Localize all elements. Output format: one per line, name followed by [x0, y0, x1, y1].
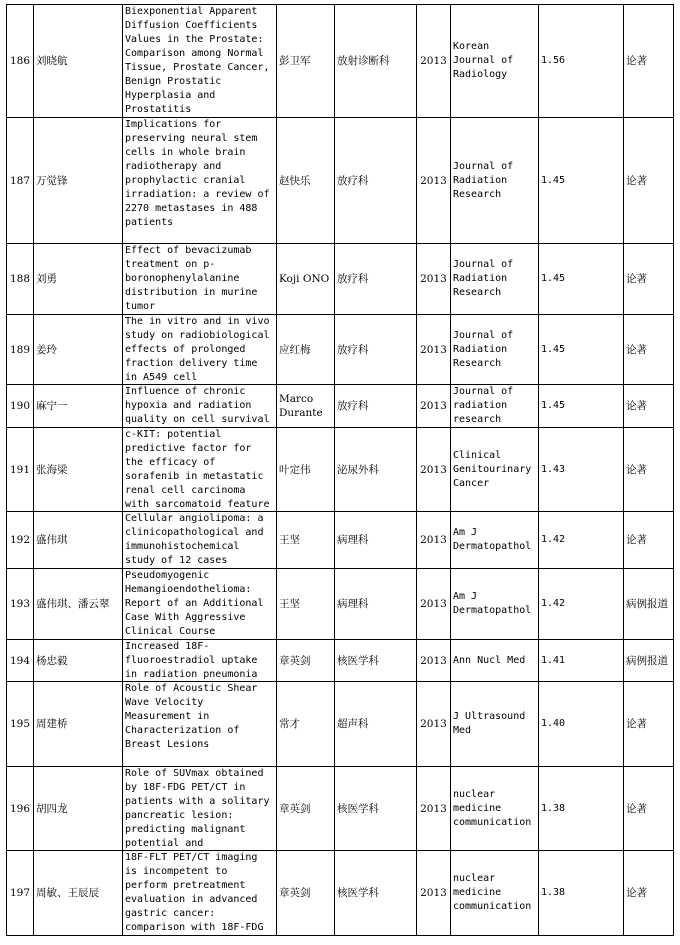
year-cell: 2013 [417, 640, 451, 682]
department: 放疗科 [335, 385, 417, 428]
table-row [7, 244, 674, 315]
author-cell: 麻宁一 [34, 385, 123, 428]
paper-title-text: Biexponential Apparent Diffusion Coefficients Values in the Prostate: Comparison among Normal Tissue, Prostate Cancer, Benign Prostatic Hyperplasia and Prostatitis [125, 6, 270, 115]
department: 放射诊断科 [335, 5, 417, 118]
paper-title [123, 5, 277, 118]
corresponding-author: Marco Durante [277, 385, 335, 428]
paper-title [123, 244, 277, 315]
corresponding-author: 章英剑 [277, 640, 335, 682]
table-row [7, 5, 674, 118]
author-cell: 周建桥 [34, 682, 123, 767]
journal-name: J Ultrasound Med [451, 682, 539, 767]
impact-factor: 1.41 [539, 640, 624, 682]
journal-name: Am J Dermatopathol [451, 569, 539, 640]
impact-factor: 1.45 [539, 118, 624, 244]
table-row [7, 428, 674, 512]
author-cell: 姜玲 [34, 315, 123, 385]
paper-title [123, 767, 277, 851]
row-number: 194 [7, 640, 34, 682]
article-type: 论著 [624, 315, 674, 385]
row-number: 190 [7, 385, 34, 428]
row-number: 191 [7, 428, 34, 512]
year-cell: 2013 [417, 244, 451, 315]
row-number: 196 [7, 767, 34, 851]
journal-name: Korean Journal of Radiology [451, 5, 539, 118]
row-number: 187 [7, 118, 34, 244]
journal-name: Journal of Radiation Research [451, 118, 539, 244]
impact-factor: 1.40 [539, 682, 624, 767]
article-type: 论著 [624, 118, 674, 244]
article-type: 论著 [624, 385, 674, 428]
author-cell: 刘晓航 [34, 5, 123, 118]
corresponding-author: 彭卫军 [277, 5, 335, 118]
journal-name: Ann Nucl Med [451, 640, 539, 682]
journal-name: Journal of Radiation Research [451, 244, 539, 315]
paper-title-text: Pseudomyogenic Hemangioendothelioma: Report of an Additional Case With Aggressive Clinical Course [125, 570, 264, 637]
paper-title [123, 118, 277, 244]
paper-title-text: Implications for preserving neural stem cells in whole brain radiotherapy and prophylactic cranial irradiation: a review of 2270 metastases in 488 patients [125, 119, 270, 228]
paper-title-text: Role of SUVmax obtained by 18F-FDG PET/CT in patients with a solitary pancreatic lesion: predicting malignant potential and [125, 768, 270, 849]
year-cell: 2013 [417, 682, 451, 767]
paper-title [123, 512, 277, 569]
table-row [7, 512, 674, 569]
paper-title-text: The in vitro and in vivo study on radiobiological effects of prolonged fraction delivery time in A549 cell [125, 316, 270, 383]
paper-title [123, 851, 277, 936]
paper-title-text: 18F-FLT PET/CT imaging is incompetent to perform pretreatment evaluation in advanced gastric cancer: comparison with 18F-FDG [125, 852, 264, 933]
paper-title [123, 569, 277, 640]
publication-table [6, 4, 674, 936]
paper-title-text: Cellular angiolipoma: a clinicopathological and immunohistochemical study of 12 cases [125, 513, 264, 566]
table-row [7, 385, 674, 428]
table-row [7, 118, 674, 244]
corresponding-author: 章英剑 [277, 851, 335, 936]
impact-factor: 1.43 [539, 428, 624, 512]
year-cell: 2013 [417, 569, 451, 640]
article-type: 论著 [624, 767, 674, 851]
table-row [7, 851, 674, 936]
impact-factor: 1.56 [539, 5, 624, 118]
article-type: 论著 [624, 5, 674, 118]
year-cell: 2013 [417, 5, 451, 118]
department: 病理科 [335, 569, 417, 640]
department: 核医学科 [335, 851, 417, 936]
article-type: 论著 [624, 682, 674, 767]
year-cell: 2013 [417, 512, 451, 569]
corresponding-author: 应红梅 [277, 315, 335, 385]
paper-title [123, 682, 277, 767]
impact-factor: 1.45 [539, 385, 624, 428]
table-row [7, 682, 674, 767]
paper-title-text: Influence of chronic hypoxia and radiation quality on cell survival [125, 386, 270, 425]
article-type: 论著 [624, 428, 674, 512]
impact-factor: 1.45 [539, 315, 624, 385]
article-type: 论著 [624, 244, 674, 315]
corresponding-author: Koji ONO [277, 244, 335, 315]
corresponding-author: 常才 [277, 682, 335, 767]
department: 病理科 [335, 512, 417, 569]
paper-title [123, 428, 277, 512]
year-cell: 2013 [417, 315, 451, 385]
corresponding-author: 赵快乐 [277, 118, 335, 244]
paper-title [123, 315, 277, 385]
year-cell: 2013 [417, 767, 451, 851]
impact-factor: 1.42 [539, 512, 624, 569]
paper-title [123, 385, 277, 428]
article-type: 论著 [624, 512, 674, 569]
journal-name: nuclear medicine communication [451, 767, 539, 851]
corresponding-author: 王坚 [277, 569, 335, 640]
author-cell: 杨忠毅 [34, 640, 123, 682]
article-type: 病例报道 [624, 569, 674, 640]
impact-factor: 1.45 [539, 244, 624, 315]
paper-title-text: Increased 18F-fluoroestradiol uptake in radiation pneumonia [125, 641, 258, 680]
table-row [7, 569, 674, 640]
author-cell: 万觉锋 [34, 118, 123, 244]
corresponding-author: 王坚 [277, 512, 335, 569]
department: 放疗科 [335, 244, 417, 315]
department: 放疗科 [335, 315, 417, 385]
department: 核医学科 [335, 767, 417, 851]
row-number: 192 [7, 512, 34, 569]
table-row [7, 315, 674, 385]
article-type: 论著 [624, 851, 674, 936]
author-cell: 盛伟琪 [34, 512, 123, 569]
row-number: 189 [7, 315, 34, 385]
table-row [7, 767, 674, 851]
author-cell: 张海梁 [34, 428, 123, 512]
department: 核医学科 [335, 640, 417, 682]
table-row [7, 640, 674, 682]
article-type: 病例报道 [624, 640, 674, 682]
corresponding-author: 章英剑 [277, 767, 335, 851]
row-number: 193 [7, 569, 34, 640]
impact-factor: 1.42 [539, 569, 624, 640]
author-cell: 周敏、王辰辰 [34, 851, 123, 936]
row-number: 186 [7, 5, 34, 118]
row-number: 188 [7, 244, 34, 315]
journal-name: Journal of radiation research [451, 385, 539, 428]
paper-title-text: Role of Acoustic Shear Wave Velocity Measurement in Characterization of Breast Lesions [125, 683, 258, 750]
row-number: 197 [7, 851, 34, 936]
journal-name: Journal of Radiation Research [451, 315, 539, 385]
journal-name: nuclear medicine communication [451, 851, 539, 936]
impact-factor: 1.38 [539, 767, 624, 851]
author-cell: 盛伟琪、潘云翠 [34, 569, 123, 640]
author-cell: 刘勇 [34, 244, 123, 315]
department: 超声科 [335, 682, 417, 767]
paper-title-text: Effect of bevacizumab treatment on p-boronophenylalanine distribution in murine tumor [125, 245, 258, 312]
journal-name: Clinical Genitourinary Cancer [451, 428, 539, 512]
row-number: 195 [7, 682, 34, 767]
year-cell: 2013 [417, 851, 451, 936]
table-body [7, 5, 674, 936]
paper-title-text: c-KIT: potential predictive factor for the efficacy of sorafenib in metastatic renal cell carcinoma with sarcomatoid feature [125, 429, 270, 510]
corresponding-author: 叶定伟 [277, 428, 335, 512]
paper-title [123, 640, 277, 682]
department: 放疗科 [335, 118, 417, 244]
year-cell: 2013 [417, 118, 451, 244]
author-cell: 胡四龙 [34, 767, 123, 851]
journal-name: Am J Dermatopathol [451, 512, 539, 569]
department: 泌尿外科 [335, 428, 417, 512]
impact-factor: 1.38 [539, 851, 624, 936]
year-cell: 2013 [417, 428, 451, 512]
year-cell: 2013 [417, 385, 451, 428]
